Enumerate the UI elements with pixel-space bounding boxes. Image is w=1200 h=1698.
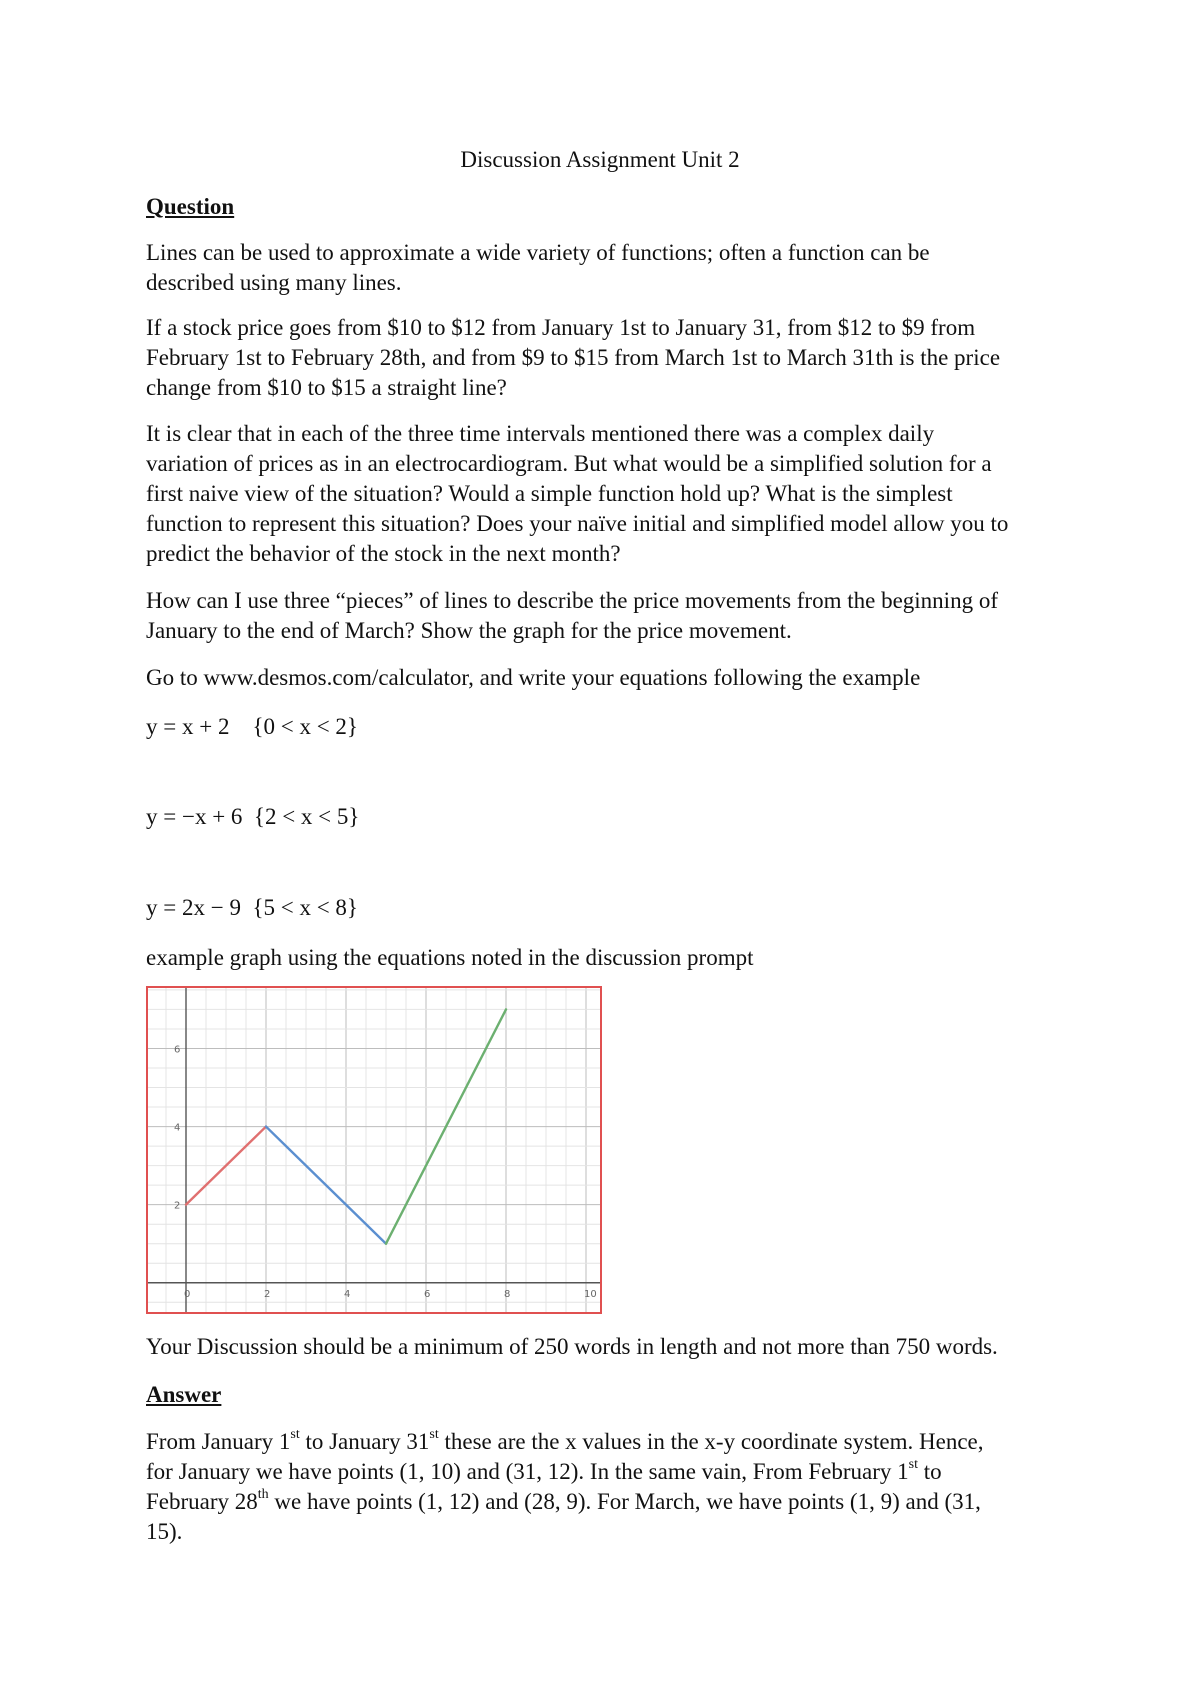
question-paragraph-line: variation of prices as in an electrocardiogram. But what would be a simplified solution for a [146, 451, 992, 476]
equation-3: y = 2x − 9 {5 < x < 8} [146, 895, 358, 920]
question-paragraph-line: It is clear that in each of the three time intervals mentioned there was a complex daily [146, 421, 935, 446]
y-tick-label: 2 [174, 1200, 181, 1212]
y-tick-label: 6 [174, 1044, 181, 1056]
question-paragraph-line: change from $10 to $15 a straight line? [146, 375, 507, 400]
question-heading: Question [146, 194, 235, 219]
question-paragraph-line: first naive view of the situation? Would a simple function hold up? What is the simplest [146, 481, 953, 506]
page-title: Discussion Assignment Unit 2 [460, 147, 740, 172]
graph-caption: example graph using the equations noted in the discussion prompt [146, 945, 754, 970]
length-requirement: Your Discussion should be a minimum of 250 words in length and not more than 750 words. [146, 1334, 998, 1359]
equation-1: y = x + 2 {0 < x < 2} [146, 714, 358, 739]
question-paragraph-line: January to the end of March? Show the graph for the price movement. [146, 618, 792, 643]
x-tick-label: 0 [184, 1288, 191, 1300]
question-paragraph-line: February 1st to February 28th, and from $9 to $15 from March 1st to March 31th is the price [146, 345, 1001, 370]
question-paragraph-line: predict the behavior of the stock in the next month? [146, 541, 621, 566]
question-paragraph-line: described using many lines. [146, 270, 402, 295]
x-tick-label: 4 [344, 1288, 351, 1300]
example-graph [146, 986, 602, 1314]
y-tick-label: 4 [174, 1122, 181, 1134]
x-tick-label: 6 [424, 1288, 431, 1300]
answer-line: 15). [146, 1519, 183, 1544]
desmos-instruction: Go to www.desmos.com/calculator, and write your equations following the example [146, 665, 921, 690]
answer-line: February 28th we have points (1, 12) and (28, 9). For March, we have points (1, 9) and (31, [146, 1487, 981, 1514]
equation-2: y = −x + 6 {2 < x < 5} [146, 804, 360, 829]
x-tick-label: 8 [504, 1288, 511, 1300]
x-tick-label: 10 [584, 1288, 597, 1300]
question-paragraph-line: function to represent this situation? Does your naïve initial and simplified model allow you to [146, 511, 1009, 536]
answer-line: From January 1st to January 31st these are the x values in the x-y coordinate system. Hence, [146, 1427, 984, 1454]
answer-heading: Answer [146, 1382, 222, 1407]
question-paragraph-line: If a stock price goes from $10 to $12 from January 1st to January 31, from $12 to $9 from [146, 315, 976, 340]
answer-line: for January we have points (1, 10) and (31, 12). In the same vain, From February 1st to [146, 1457, 942, 1484]
question-paragraph-line: Lines can be used to approximate a wide variety of functions; often a function can be [146, 240, 930, 265]
graph-background [146, 986, 602, 1314]
question-paragraph-line: How can I use three “pieces” of lines to describe the price movements from the beginning of [146, 588, 998, 613]
x-tick-label: 2 [264, 1288, 271, 1300]
